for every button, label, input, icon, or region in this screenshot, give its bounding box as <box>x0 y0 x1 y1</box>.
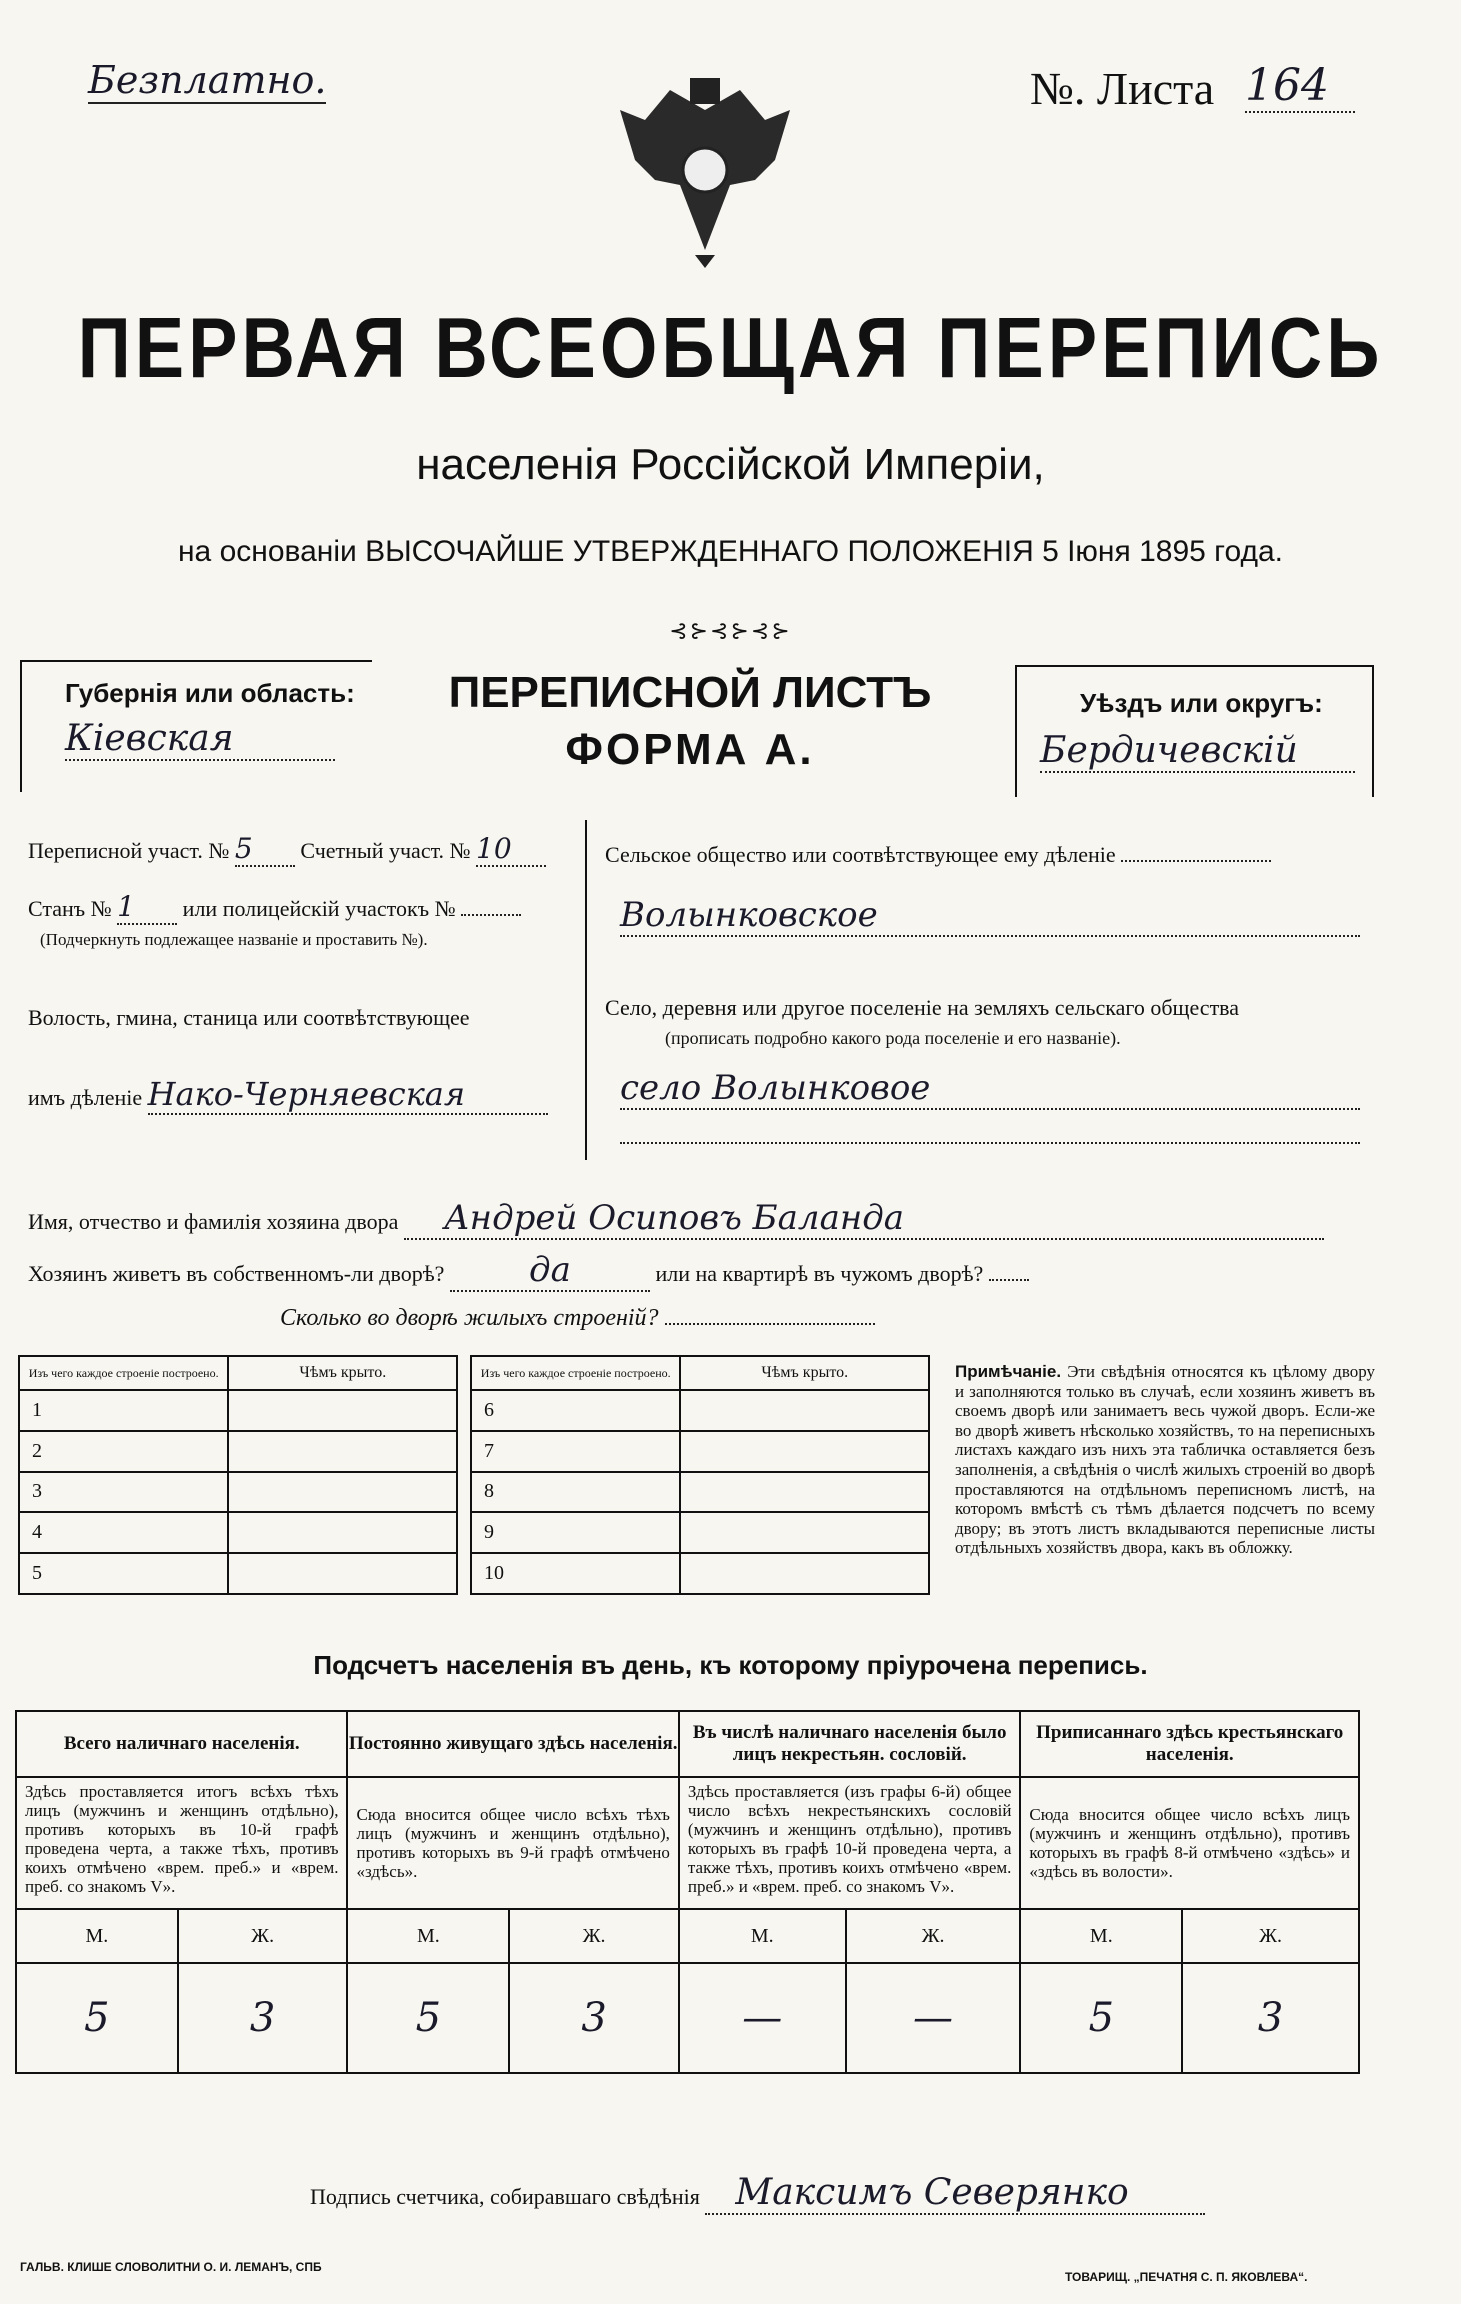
society-label: Сельское общество или соотвѣтствующее ему дѣленіе <box>605 842 1116 867</box>
free-label: Безплатно. <box>88 58 327 102</box>
province-label: Губернія или область: <box>65 678 355 708</box>
district-label: Уѣздъ или округъ: <box>1080 688 1323 718</box>
census-section-label: Переписной участ. № <box>28 838 230 863</box>
district-value: Бердичевскій <box>1040 730 1355 773</box>
note-block <box>955 1362 1375 1558</box>
row-number: 5 <box>19 1553 228 1594</box>
female-count: — <box>846 1963 1021 2073</box>
form-subtitle: ФОРМА А. <box>565 725 815 774</box>
police-value <box>461 914 521 916</box>
male-count: — <box>679 1963 846 2073</box>
count-col-desc: Здѣсь проставляется итогъ всѣхъ тѣхъ лицъ (мужчинъ и женщинъ отдѣльно), противъ которыхъ въ 10-й графѣ проведена черта, а также тѣхъ, противъ коихъ отмѣчено «врем. преб.» и «врем. преб. со знакомъ V». <box>16 1777 347 1909</box>
row-number: 1 <box>19 1390 228 1431</box>
volost-label-1: Волость, гмина, станица или соотвѣтствующее <box>28 1005 470 1030</box>
stan-row <box>28 890 521 925</box>
count-section-label: Счетный участ. № <box>300 838 471 863</box>
col-roof-left: Чѣмъ крыто. <box>228 1356 457 1390</box>
row-number: 2 <box>19 1431 228 1472</box>
province-value: Кіевская <box>65 718 335 761</box>
female-count: 3 <box>1182 1963 1359 2073</box>
own-yard-label: Хозяинъ живетъ въ собственномъ-ли дворѣ? <box>28 1261 445 1286</box>
rented-label: или на квартирѣ въ чужомъ дворѣ? <box>655 1261 984 1286</box>
page-subtitle: населенія Россійской Имперіи, <box>416 440 1045 489</box>
footer-left: ГАЛЬВ. КЛИШЕ СЛОВОЛИТНИ О. И. ЛЕМАНЪ, СПБ <box>20 2260 322 2274</box>
note-title: Примѣчаніе. <box>955 1362 1062 1381</box>
col-material-left: Изъ чего каждое строеніе построено. <box>19 1356 228 1390</box>
info-divider <box>585 820 587 1160</box>
footer-right: ТОВАРИЩ. „ПЕЧАТНЯ С. П. ЯКОВЛЕВА“. <box>1065 2270 1308 2284</box>
stan-value: 1 <box>117 890 177 925</box>
female-count: 3 <box>509 1963 679 2073</box>
row-number: 6 <box>471 1390 680 1431</box>
row-number: 8 <box>471 1472 680 1513</box>
female-count: 3 <box>178 1963 348 2073</box>
count-col-title: Приписаннаго здѣсь крестьянскаго населенія. <box>1020 1711 1359 1777</box>
ornament-divider: ⊰⊱⊰⊱⊰⊱ <box>669 618 792 643</box>
double-headed-eagle-emblem <box>600 70 810 270</box>
society-fill <box>1121 860 1271 862</box>
female-header: Ж. <box>1182 1909 1359 1963</box>
village-value: село Волынковое <box>620 1068 1360 1110</box>
owner-yard-row <box>28 1250 1029 1292</box>
count-section-value: 10 <box>476 832 546 867</box>
underline-note: (Подчеркнуть подлежащее названіе и проставить №). <box>40 930 428 949</box>
sheet-number-label: №. Листа <box>1030 63 1215 114</box>
row-number: 7 <box>471 1431 680 1472</box>
count-col-desc: Сюда вносится общее число всѣхъ тѣхъ лицъ (мужчинъ и женщинъ отдѣльно), противъ которыхъ въ 9-й графѣ отмѣчено «здѣсь». <box>347 1777 678 1909</box>
male-count: 5 <box>1020 1963 1182 2073</box>
owner-name-value: Андрей Осиповъ Баланда <box>404 1198 1324 1240</box>
society-value: Волынковское <box>620 895 1360 937</box>
female-header: Ж. <box>846 1909 1021 1963</box>
buildings-label: Сколько во дворѣ жилыхъ строеній? <box>280 1305 659 1331</box>
row-number: 3 <box>19 1472 228 1513</box>
count-col-title: Постоянно живущаго здѣсь населенія. <box>347 1711 678 1777</box>
row-number: 9 <box>471 1512 680 1553</box>
count-col-desc: Здѣсь проставляется (изъ графы 6-й) общее число всѣхъ некрестьянскихъ сословій (мужчинъ и женщинъ отдѣльно), противъ которыхъ въ графѣ 10-й проведена черта, а также тѣхъ, противъ коихъ отмѣчено «врем. преб.» и «врем. преб. со знакомъ V». <box>679 1777 1021 1909</box>
col-material-right: Изъ чего каждое строеніе построено. <box>471 1356 680 1390</box>
legal-basis: на основаніи ВЫСОЧАЙШЕ УТВЕРЖДЕННАГО ПОЛОЖЕНІЯ 5 Іюня 1895 года. <box>177 535 1283 568</box>
male-header: М. <box>16 1909 178 1963</box>
male-count: 5 <box>347 1963 509 2073</box>
male-header: М. <box>1020 1909 1182 1963</box>
male-header: М. <box>679 1909 846 1963</box>
buildings-table <box>18 1355 930 1595</box>
col-roof-right: Чѣмъ крыто. <box>680 1356 929 1390</box>
count-heading: Подсчетъ населенія въ день, къ которому пріурочена перепись. <box>313 1650 1148 1680</box>
volost-label-2: имъ дѣленіе <box>28 1085 143 1110</box>
volost-value: Нако-Черняевская <box>148 1075 548 1115</box>
male-header: М. <box>347 1909 509 1963</box>
census-section-row <box>28 832 546 867</box>
buildings-row <box>280 1305 875 1332</box>
police-label: или полицейскій участокъ № <box>182 896 456 921</box>
form-title: ПЕРЕПИСНОЙ ЛИСТЪ <box>448 668 932 717</box>
owner-name-label: Имя, отчество и фамилія хозяина двора <box>28 1209 399 1234</box>
sheet-number-value: 164 <box>1245 60 1355 113</box>
count-col-title: Въ числѣ наличнаго населенія было лицъ некрестьян. сословій. <box>679 1711 1021 1777</box>
society-row <box>605 842 1271 868</box>
signature-label: Подпись счетчика, собиравшаго свѣдѣнія <box>310 2184 700 2209</box>
signature-value: Максимъ Северянко <box>705 2172 1205 2215</box>
census-section-value: 5 <box>235 832 295 867</box>
male-count: 5 <box>16 1963 178 2073</box>
rented-value <box>989 1279 1029 1281</box>
own-yard-value: да <box>450 1250 650 1292</box>
page-title: ПЕРВАЯ ВСЕОБЩАЯ ПЕРЕПИСЬ <box>77 299 1384 396</box>
count-col-title: Всего наличнаго населенія. <box>16 1711 347 1777</box>
village-label: Село, деревня или другое поселеніе на земляхъ сельскаго общества <box>605 995 1240 1020</box>
note-text: Эти свѣдѣнія относятся къ цѣлому двору и заполняются только въ случаѣ, если хозяинъ живетъ въ своемъ дворѣ или занимаетъ весь чужой дворъ. Если-же во дворѣ живетъ нѣсколько хозяйствъ, то на переписныхъ листахъ каждаго изъ нихъ эта табличка оставляется безъ заполненія, а свѣдѣнія о числѣ жилыхъ строеній во дворѣ проставляются на отдѣльномъ переписномъ листѣ, на которомъ вмѣстѣ съ тѣмъ дѣлается подсчетъ по всему двору; въ этотъ листъ вкладываются переписные листы отдѣльныхъ хозяйствъ двора, какъ въ обложку. <box>955 1362 1376 1558</box>
row-number: 4 <box>19 1512 228 1553</box>
count-table <box>15 1710 1360 2074</box>
signature-row <box>310 2172 1205 2215</box>
owner-name-row <box>28 1198 1324 1240</box>
female-header: Ж. <box>509 1909 679 1963</box>
volost-row <box>28 1075 548 1115</box>
female-header: Ж. <box>178 1909 348 1963</box>
row-number: 10 <box>471 1553 680 1594</box>
stan-label: Станъ № <box>28 896 112 921</box>
village-extra-line <box>620 1140 1360 1144</box>
village-note: (прописать подробно какого рода поселеніе и его названіе). <box>665 1028 1121 1048</box>
count-col-desc: Сюда вносится общее число всѣхъ лицъ (мужчинъ и женщинъ отдѣльно), противъ которыхъ въ графѣ 8-й отмѣчено «здѣсь» и «здѣсь въ волости». <box>1020 1777 1359 1909</box>
buildings-value <box>665 1323 875 1325</box>
